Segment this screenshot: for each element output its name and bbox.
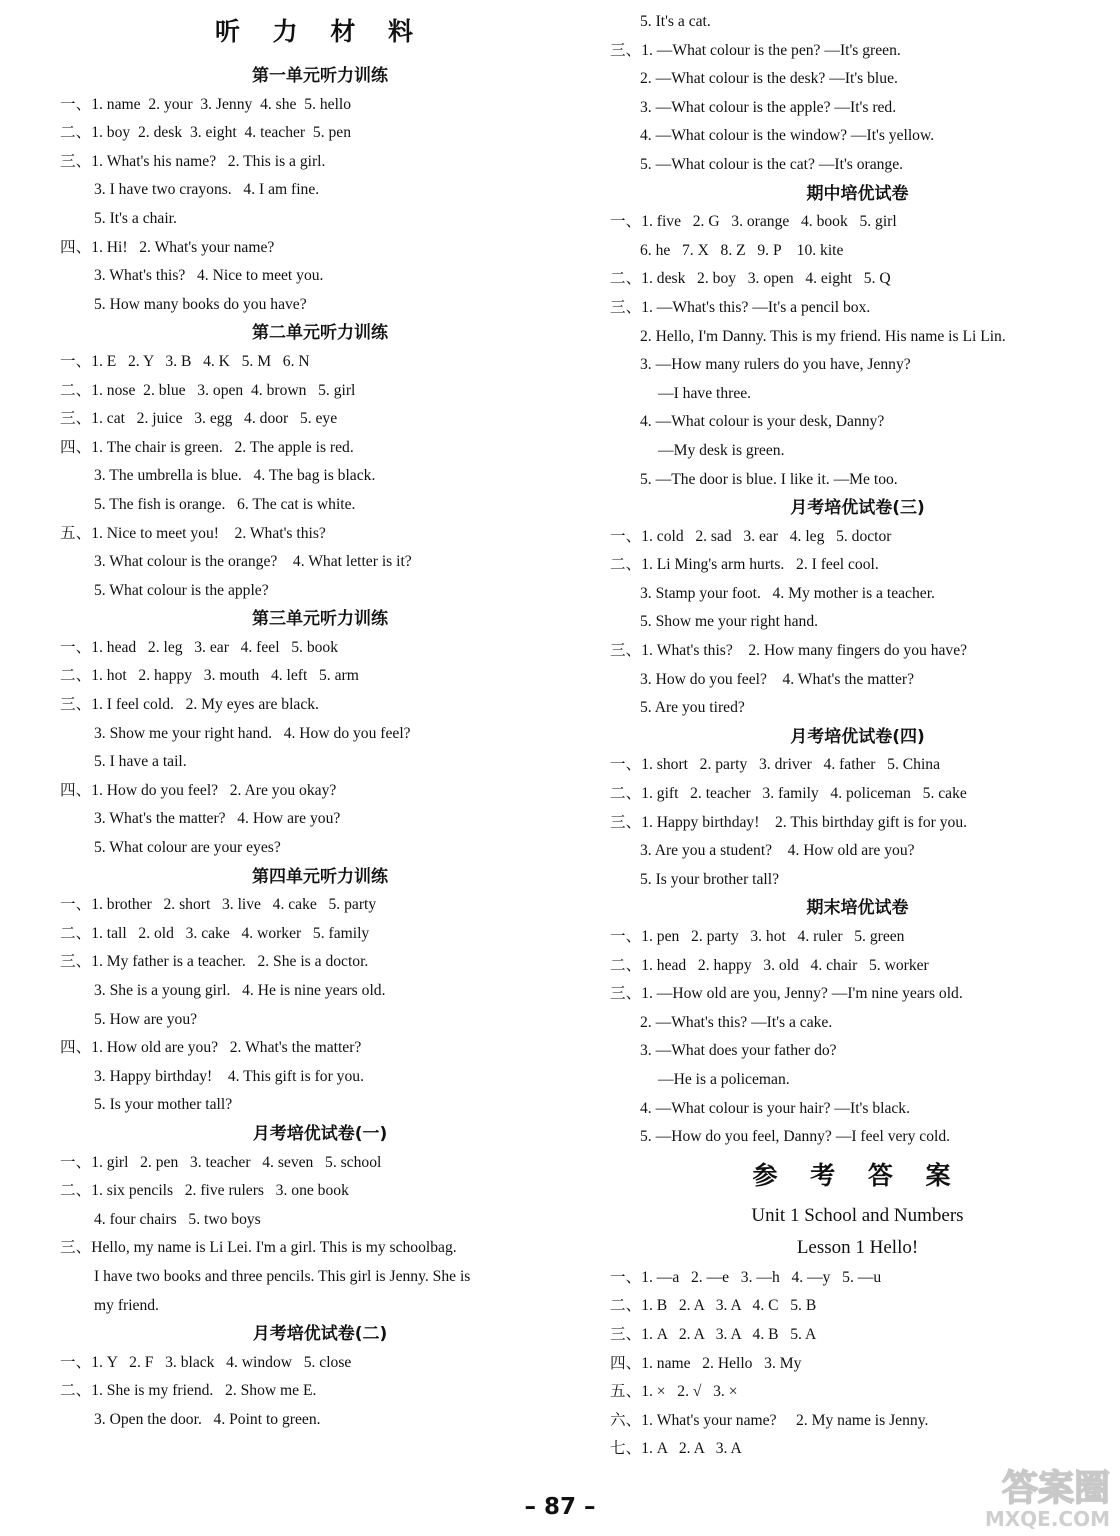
text-line: 5. Show me your right hand. [640,613,819,631]
watermark-logo [942,1458,1112,1530]
text-line: 3. How do you feel? 4. What's the matter? [640,670,915,688]
text-line: 七、1. A 2. A 3. A [610,1440,742,1458]
text-line: 3. She is a young girl. 4. He is nine years old. [94,982,386,999]
text-line: 五、1. × 2. √ 3. × [610,1383,738,1401]
text-line: 3. Happy birthday! 4. This gift is for you. [94,1067,364,1085]
answer-title: 参 考 答 案 [752,1160,963,1190]
text-line: 3. —What does your father do? [640,1042,837,1060]
text-line: 二、1. Li Ming's arm hurts. 2. I feel cool. [610,556,879,574]
right-column [610,8,1105,1464]
section-heading: 月考培优试卷(三) [790,498,925,519]
text-line: 3. —How many rulers do you have, Jenny? [640,356,911,374]
text-line: 4. four chairs 5. two boys [94,1210,261,1228]
text-line: 2. Hello, I'm Danny. This is my friend. His name is Li Lin. [640,327,1006,345]
text-line: 三、1. What's this? 2. How many fingers do you have? [610,642,968,660]
text-line: 三、1. My father is a teacher. 2. She is a doctor. [60,953,369,971]
text-line: 四、1. How old are you? 2. What's the matter? [60,1039,362,1057]
text-line: 一、1. pen 2. party 3. hot 4. ruler 5. green [610,928,905,945]
text-line: 一、1. cold 2. sad 3. ear 4. leg 5. doctor [610,527,892,545]
text-line: 一、1. E 2. Y 3. B 4. K 5. M 6. N [60,352,310,370]
text-line: 5. Is your brother tall? [640,870,780,888]
text-line: 六、1. What's your name? 2. My name is Jenny. [610,1411,929,1429]
section-heading: 第一单元听力训练 [252,66,388,86]
text-line: 3. Are you a student? 4. How old are you? [640,842,915,860]
page-title: 听 力 材 料 [214,17,426,46]
text-line: 三、1. cat 2. juice 3. egg 4. door 5. eye [60,410,338,428]
section-heading: 月考培优试卷(一) [252,1123,388,1144]
text-line: —My desk is green. [658,441,785,459]
text-line: 二、1. tall 2. old 3. cake 4. worker 5. family [60,924,370,942]
text-line: 3. What's the matter? 4. How are you? [94,810,341,828]
text-line: 四、1. The chair is green. 2. The apple is red. [60,438,354,456]
text-line: 二、1. gift 2. teacher 3. family 4. policeman 5. cake [610,785,967,803]
text-line: 五、1. Nice to meet you! 2. What's this? [60,524,326,542]
text-line: 二、1. B 2. A 3. A 4. C 5. B [610,1297,817,1315]
text-line: 一、1. —a 2. —e 3. —h 4. —y 5. —u [610,1268,882,1286]
text-line: 三、1. Happy birthday! 2. This birthday gift is for you. [610,813,968,831]
text-line: 5. It's a cat. [640,13,711,30]
text-line: 二、1. desk 2. boy 3. open 4. eight 5. Q [610,270,891,288]
text-line: 四、1. Hi! 2. What's your name? [60,238,275,256]
section-heading: 月考培优试卷(四) [790,726,925,747]
text-line: 5. It's a chair. [94,209,177,227]
section-heading: 期中培优试卷 [806,183,909,204]
text-line: 一、1. Y 2. F 3. black 4. window 5. close [60,1353,352,1371]
text-line: 二、1. She is my friend. 2. Show me E. [60,1382,317,1400]
text-line: 一、1. head 2. leg 3. ear 4. feel 5. book [60,638,339,656]
text-line: 三、1. I feel cold. 2. My eyes are black. [60,696,319,714]
text-line: 2. —What colour is the desk? —It's blue. [640,70,898,88]
text-line: 一、1. name 2. your 3. Jenny 4. she 5. hello [60,95,352,113]
text-line: 3. —What colour is the apple? —It's red. [640,98,897,116]
lesson-heading: Lesson 1 Hello! [796,1236,919,1258]
text-line: 二、1. six pencils 2. five rulers 3. one book [60,1182,349,1200]
text-line: 6. he 7. X 8. Z 9. P 10. kite [640,241,844,259]
lesson-heading: Unit 1 School and Numbers [751,1204,964,1226]
text-line: 4. —What colour is your hair? —It's black. [640,1099,910,1117]
text-line: —I have three. [658,384,752,402]
text-line: 5. Are you tired? [640,699,745,717]
text-line: 四、1. name 2. Hello 3. My [610,1354,802,1372]
text-line: 5. Is your mother tall? [94,1096,233,1114]
text-line: 三、1. —How old are you, Jenny? —I'm nine years old. [610,985,963,1003]
watermark-top-text: 答案圈 [1001,1468,1110,1509]
text-line: 三、Hello, my name is Li Lei. I'm a girl. This is my schoolbag. [60,1239,457,1257]
text-line: 二、1. nose 2. blue 3. open 4. brown 5. girl [60,381,356,399]
left-column [60,62,580,1435]
text-line: 3. Open the door. 4. Point to green. [94,1410,321,1428]
watermark-bottom-text: MXQE.COM [984,1507,1110,1530]
text-line: 四、1. How do you feel? 2. Are you okay? [60,781,337,799]
text-line: I have two books and three pencils. This girl is Jenny. She is [94,1267,471,1285]
text-line: —He is a policeman. [658,1070,790,1088]
section-heading: 期末培优试卷 [806,898,909,919]
text-line: 一、1. brother 2. short 3. live 4. cake 5. party [60,896,377,914]
text-line: 5. What colour is the apple? [94,581,269,599]
text-line: 3. Show me your right hand. 4. How do you feel? [94,724,411,742]
text-line: 5. —What colour is the cat? —It's orange. [640,155,904,173]
text-line: 三、1. A 2. A 3. A 4. B 5. A [610,1325,817,1343]
text-line: 2. —What's this? —It's a cake. [640,1013,833,1031]
section-heading: 第三单元听力训练 [252,609,388,630]
text-line: 3. I have two crayons. 4. I am fine. [94,181,320,199]
text-line: 3. Stamp your foot. 4. My mother is a teacher. [640,584,935,602]
text-line: 一、1. short 2. party 3. driver 4. father 5. China [610,756,941,774]
text-line: 4. —What colour is your desk, Danny? [640,413,885,431]
text-line: 一、1. girl 2. pen 3. teacher 4. seven 5. school [60,1153,382,1171]
text-line: 5. How are you? [94,1010,198,1028]
text-line: 二、1. boy 2. desk 3. eight 4. teacher 5. pen [60,124,352,142]
text-line: 三、1. —What colour is the pen? —It's green. [610,41,901,59]
text-line: 二、1. hot 2. happy 3. mouth 4. left 5. arm [60,667,359,685]
text-line: 三、1. —What's this? —It's a pencil box. [610,298,871,316]
text-line: 5. How many books do you have? [94,295,307,313]
text-line: 一、1. five 2. G 3. orange 4. book 5. girl [610,213,897,231]
text-line: my friend. [94,1296,159,1314]
section-heading: 月考培优试卷(二) [252,1324,388,1345]
text-line: 5. I have a tail. [94,753,187,771]
text-line: 3. What colour is the orange? 4. What letter is it? [94,553,412,571]
text-line: 4. —What colour is the window? —It's yellow. [640,127,935,145]
section-heading: 第二单元听力训练 [252,323,388,344]
section-heading: 第四单元听力训练 [252,866,388,887]
text-line: 5. —How do you feel, Danny? —I feel very cold. [640,1128,951,1146]
text-line: 三、1. What's his name? 2. This is a girl. [60,152,326,170]
page-number: – 87 – [524,1494,596,1520]
text-line: 3. What's this? 4. Nice to meet you. [94,267,324,285]
text-line: 二、1. head 2. happy 3. old 4. chair 5. worker [610,956,929,974]
text-line: 5. —The door is blue. I like it. —Me too. [640,470,898,488]
text-line: 5. The fish is orange. 6. The cat is white. [94,495,356,513]
text-line: 5. What colour are your eyes? [94,839,281,857]
text-line: 3. The umbrella is blue. 4. The bag is black. [94,467,376,485]
